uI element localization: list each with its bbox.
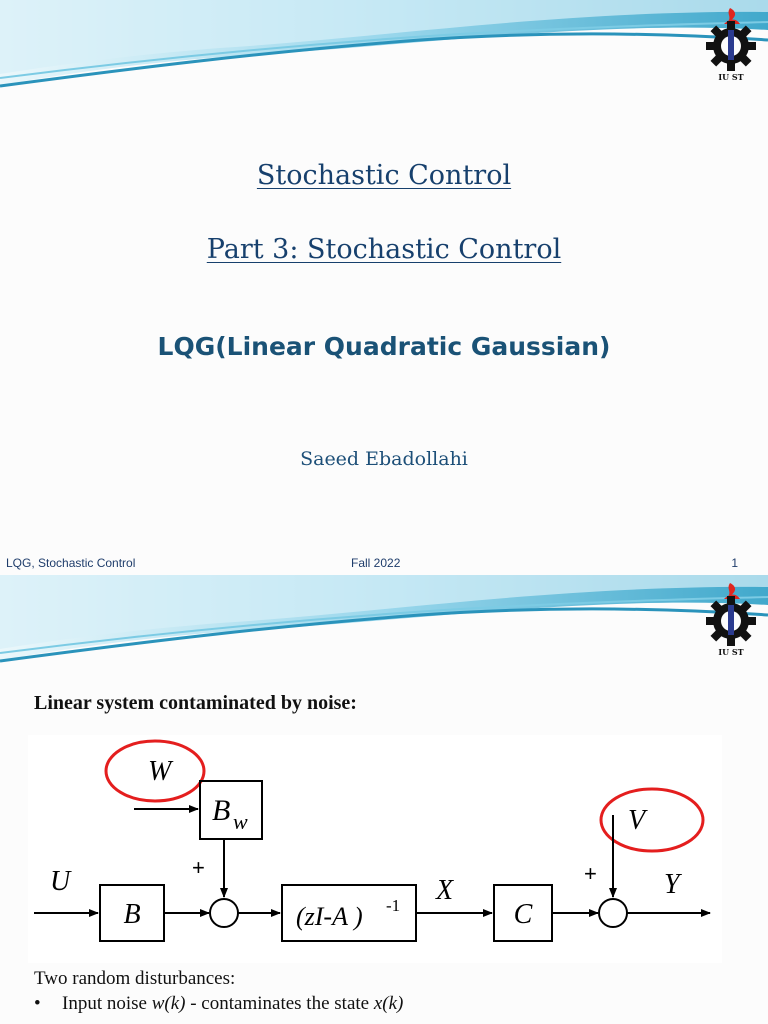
- math-w-k: w(k): [151, 993, 186, 1014]
- slide-heading: Linear system contaminated by noise:: [34, 692, 357, 714]
- footer-page-number: 1: [731, 556, 738, 570]
- block-bw-label: B: [212, 794, 231, 827]
- bullet-text-middle: - contaminates the state: [185, 993, 374, 1014]
- bullet-input-noise: [34, 993, 403, 1018]
- header-wave-banner: [0, 575, 768, 667]
- intro-line: Two random disturbances:: [34, 968, 236, 989]
- bullet-marker: •: [34, 993, 41, 1014]
- author-name: Saeed Ebadollahi: [300, 448, 468, 470]
- slide-body: [34, 968, 403, 1018]
- iust-logo: [702, 4, 760, 86]
- part-title-link[interactable]: Part 3: Stochastic Control: [206, 234, 562, 265]
- block-b-label: B: [123, 899, 141, 930]
- footer-course-label: LQG, Stochastic Control: [6, 556, 136, 570]
- signal-u-label: U: [50, 866, 71, 897]
- plus-sign-2: +: [584, 861, 597, 886]
- footer-term: Fall 2022: [351, 556, 401, 570]
- block-plant-label: (zI-A ): [296, 902, 363, 931]
- block-bw-subscript: w: [233, 809, 248, 834]
- signal-y-label: Y: [664, 869, 680, 900]
- content-slide: [0, 575, 768, 1024]
- block-diagram: [28, 735, 722, 963]
- block-c-label: C: [513, 899, 533, 930]
- signal-w-label: W: [148, 756, 172, 787]
- signal-v-label: V: [628, 805, 646, 836]
- block-plant-exponent: -1: [386, 896, 401, 915]
- slide-subtitle: LQG(Linear Quadratic Gaussian): [157, 332, 611, 361]
- plus-sign-1: +: [192, 855, 205, 880]
- bullet-text-prefix: Input noise: [62, 993, 152, 1014]
- logo-text: IU ST: [718, 72, 744, 82]
- signal-x-label: X: [436, 875, 454, 906]
- header-wave-banner: [0, 0, 768, 92]
- course-title-link[interactable]: Stochastic Control: [256, 160, 512, 191]
- iust-logo: [702, 579, 760, 661]
- logo-text: IU ST: [718, 647, 744, 657]
- math-x-k: x(k): [373, 993, 404, 1014]
